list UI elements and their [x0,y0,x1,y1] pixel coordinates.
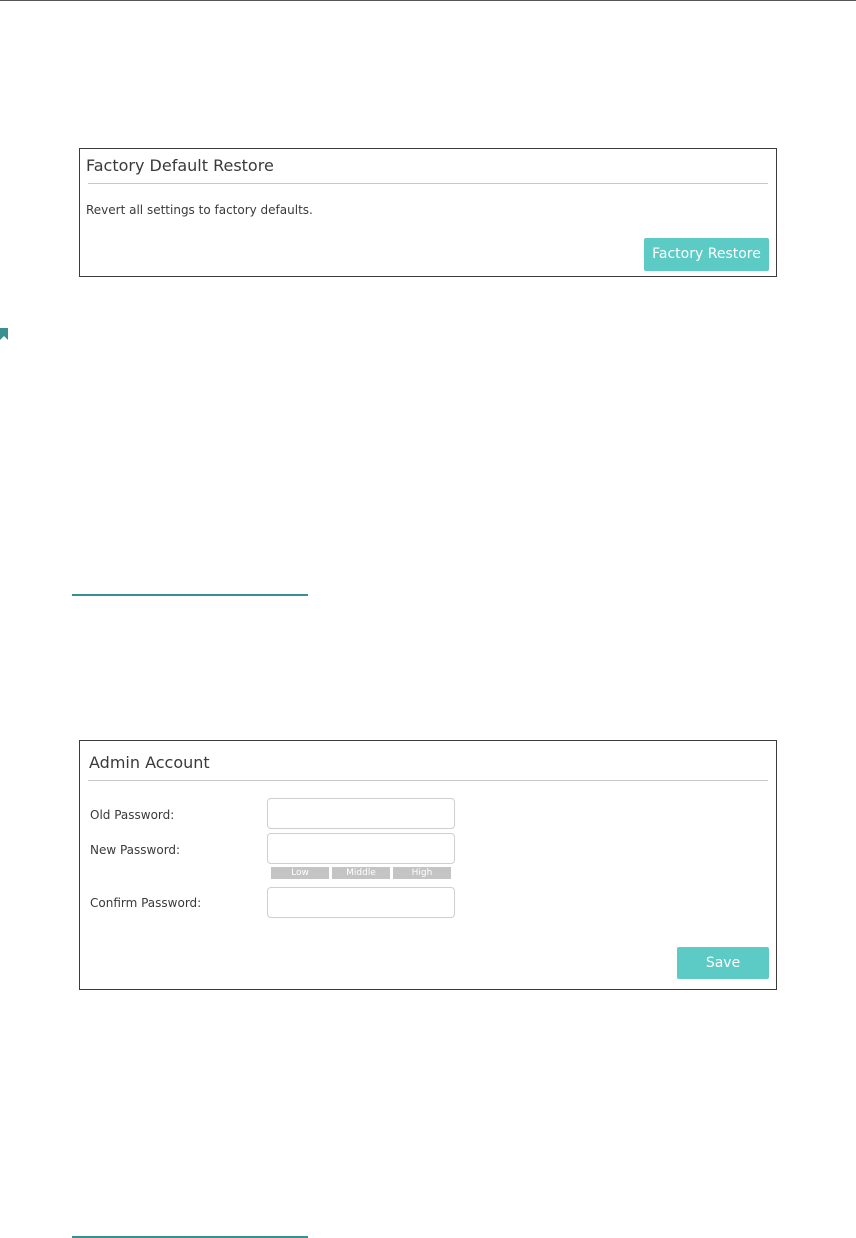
save-button[interactable]: Save [677,947,769,979]
new-password-input[interactable] [267,833,455,864]
factory-panel-title: Factory Default Restore [86,156,274,175]
admin-account-panel [79,740,777,990]
strength-low: Low [271,867,329,879]
old-password-input[interactable] [267,798,455,829]
factory-restore-button[interactable]: Factory Restore [644,238,769,271]
factory-panel-divider [88,183,768,184]
confirm-password-label: Confirm Password: [90,896,202,910]
section-rule [72,594,308,596]
factory-default-restore-panel [79,148,777,277]
factory-panel-description: Revert all settings to factory defaults. [86,203,313,217]
admin-panel-title: Admin Account [89,753,210,772]
strength-high: High [393,867,451,879]
new-password-label: New Password: [90,843,181,857]
top-rule [0,0,856,1]
strength-middle: Middle [332,867,390,879]
confirm-password-input[interactable] [267,887,455,918]
admin-panel-divider [88,780,768,781]
bookmark-icon [0,328,8,340]
old-password-label: Old Password: [90,808,175,822]
